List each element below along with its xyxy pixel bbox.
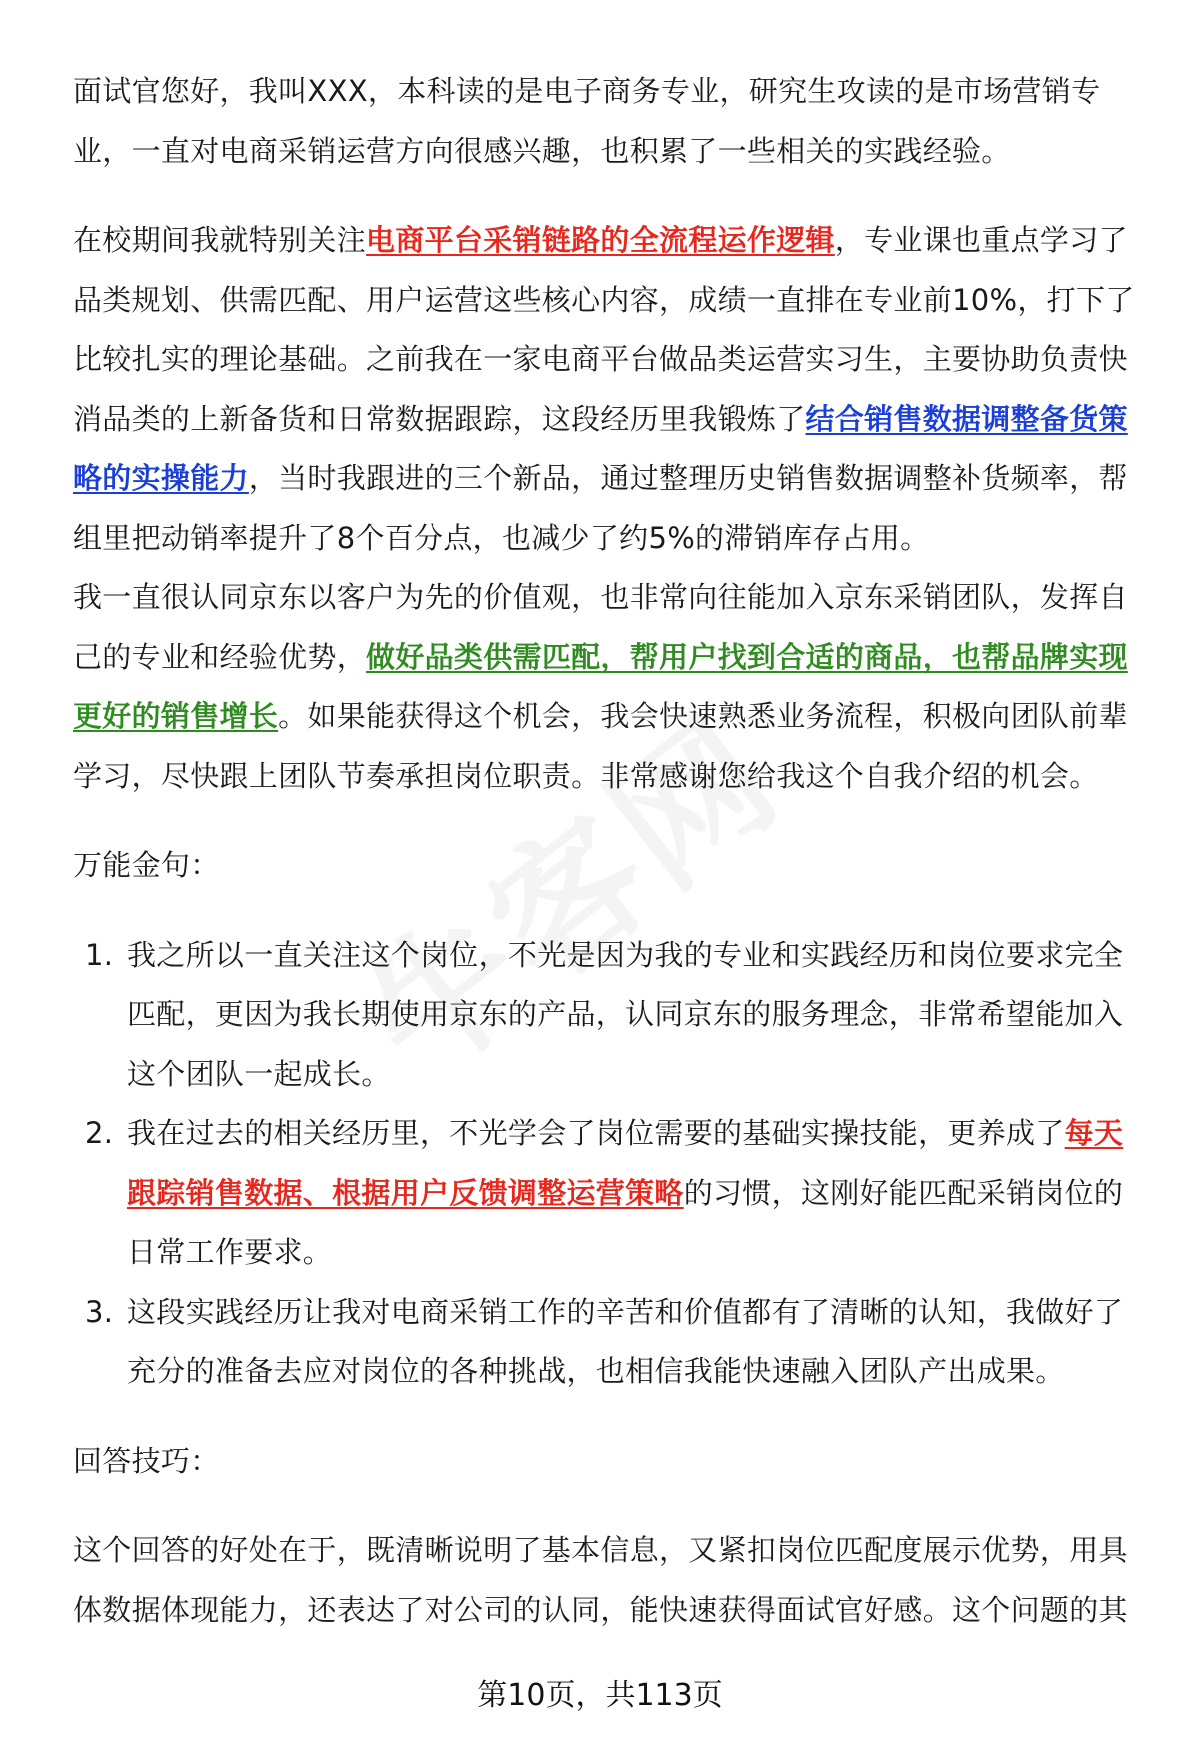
list-item-text: 这段实践经历让我对电商采销工作的辛苦和价值都有了清晰的认知，我做好了充分的准备去应对岗位的各种挑战，也相信我能快速融入团队产出成果。 xyxy=(127,1294,1124,1388)
list-item-number: 3. xyxy=(85,1294,114,1329)
document-body xyxy=(73,62,1148,1640)
experience-text-b: ，专业课也重点学习了品类规划、供需匹配、用户运营这些核心内容，成绩一直排在专业前10%，打下了比较扎实的理论基础。之前我在一家电商平台做品类运营实习生，主要协助负责快消品类的上新备货和日常数据跟踪，这段经历里我锻炼了 xyxy=(73,223,1135,436)
motivation-text-a: 我一直很认同京东以客户为先的价值观，也非常向往能加入京东采销团队，发挥自己的专业和经验优势， xyxy=(73,580,1128,674)
highlight-red-phrase: 电商平台采销链路的全流程运作逻辑 xyxy=(366,223,835,257)
motivation-paragraph xyxy=(73,568,1148,806)
golden-sentences-list xyxy=(73,926,1148,1402)
list-item-number: 1. xyxy=(85,937,114,972)
motivation-text-b: 。如果能获得这个机会，我会快速熟悉业务流程，积极向团队前辈学习，尽快跟上团队节奏承担岗位职责。非常感谢您给我这个自我介绍的机会。 xyxy=(73,699,1128,793)
highlight-blue-phrase: 结合销售数据调整备货策略的实操能力 xyxy=(73,401,1128,495)
page-number: 第10页，共113页 xyxy=(477,1678,723,1713)
list-item xyxy=(73,926,1148,1105)
intro-paragraph: 面试官您好，我叫XXX，本科读的是电子商务专业，研究生攻读的是市场营销专业，一直对电商采销运营方向很感兴趣，也积累了一些相关的实践经验。 xyxy=(73,74,1101,168)
list-item-number: 2. xyxy=(85,1116,114,1150)
experience-text-a: 在校期间我就特别关注 xyxy=(73,223,367,257)
list-item-text-a: 我在过去的相关经历里，不光学会了岗位需要的基础实操技能，更养成了 xyxy=(127,1116,1065,1150)
list-item-text-b: 的习惯，这刚好能匹配采销岗位的日常工作要求。 xyxy=(127,1175,1124,1269)
experience-paragraph xyxy=(73,211,1148,568)
golden-sentences-heading: 万能金句： xyxy=(73,848,220,882)
highlight-green-phrase: 做好品类供需匹配，帮用户找到合适的商品，也帮品牌实现更好的销售增长 xyxy=(73,639,1128,733)
experience-text-c: ，当时我跟进的三个新品，通过整理历史销售数据调整补货频率，帮组里把动销率提升了8个百分点，也减少了约5%的滞销库存占用。 xyxy=(73,461,1128,555)
list-item xyxy=(73,1283,1148,1402)
highlight-red-phrase: 每天跟踪销售数据、根据用户反馈调整运营策略 xyxy=(127,1116,1124,1210)
list-item xyxy=(73,1104,1148,1283)
answer-skills-paragraph: 这个回答的好处在于，既清晰说明了基本信息，又紧扣岗位匹配度展示优势，用具体数据体现能力，还表达了对公司的认同，能快速获得面试官好感。这个问题的其 xyxy=(73,1533,1128,1627)
list-item-text: 我之所以一直关注这个岗位，不光是因为我的专业和实践经历和岗位要求完全匹配，更因为我长期使用京东的产品，认同京东的服务理念，非常希望能加入这个团队一起成长。 xyxy=(127,937,1124,1091)
answer-skills-heading: 回答技巧： xyxy=(73,1443,220,1478)
